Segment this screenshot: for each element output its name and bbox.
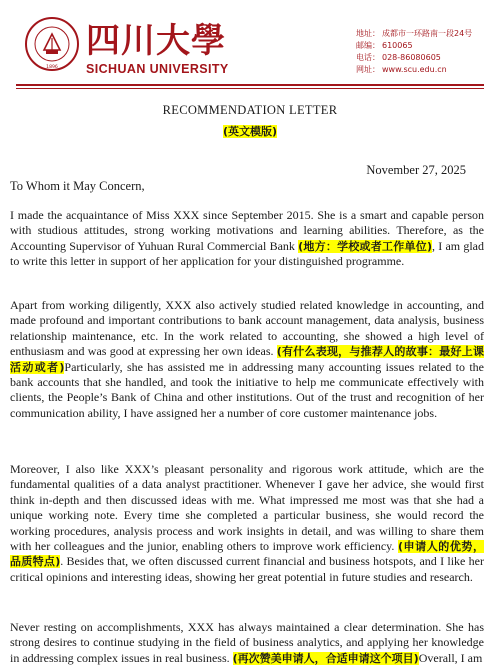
- letter-subtitle: (英文模版): [222, 125, 278, 138]
- paragraph-4: Never resting on accomplishments, XXX has always maintained a clear determination. She has strong desires to continue studying in the field of business analytics, and applying her knowledge in addressing complex issues in real business. (再次赞美申请人，合适申请这个项目)Overall, I am: [10, 620, 484, 665]
- university-seal-icon: [24, 16, 80, 72]
- contact-postcode: 邮编： 610065: [356, 41, 413, 50]
- university-name-cn: 四川大學: [86, 21, 226, 61]
- university-name-en: SICHUAN UNIVERSITY: [86, 62, 229, 76]
- header-divider: [16, 84, 484, 86]
- paragraph-3: Moreover, I also like XXX’s pleasant personality and rigorous work attitude, which are the fundamental qualities of a data analyst practitioner. Whenever I gave her advice, she would first think in-depth and then discussed ideas with me. What impressed me most was that she had a unique working note. Every time she completed a particular business, she would record the working procedures, analysis process and work insights in detail, and was willing to share them with her colleagues and the junior, enabling others to improve work efficiency. (申请人的优势，品质特点). Besides that, we often discussed current financial and business hotspots, and I like her critical opinions and interesting ideas, showing her great potential in future studies and research.: [10, 462, 484, 584]
- note-3: (申请人的优势，品质特点): [10, 540, 484, 569]
- header-divider-thin: [16, 88, 484, 89]
- paragraph-1: I made the acquaintance of Miss XXX since September 2015. She is a smart and capable person with studious attitudes, strong working motivations and learning abilities. Therefore, as the Accounting Supervisor of Yuhuan Rural Commercial Bank (地方：学校或者工作单位), I am glad to write this letter in support of her application for your distinguished programme.: [10, 208, 484, 269]
- note-1: (地方：学校或者工作单位): [298, 239, 432, 253]
- letterhead: [0, 0, 500, 92]
- contact-phone: 电话： 028-86080605: [356, 53, 441, 62]
- paragraph-2: Apart from working diligently, XXX also actively studied related knowledge in accounting, and made profound and important contributions to bank account management, data analysis, business relationship maintenance, etc. In the work related to accounting, she showed a high level of enthusiasm and was good at expressing her own ideas. (有什么表现，与推荐人的故事：最好上课活动或者)Particularly, she has assisted me in addressing many accounting issues related to the bank accounts that she handled, and took the initiative to help me communicate effectively with clients, the People’s Bank of China and other institutions. Out of the trust and recognition of her communication ability, I have assigned her a number of core customer maintenance jobs.: [10, 298, 485, 420]
- contact-address: 地址： 成都市一环路南一段24号: [356, 29, 473, 38]
- note-2: (有什么表现，与推荐人的故事：最好上课活动或者): [10, 345, 485, 374]
- contact-website: 网址： www.scu.edu.cn: [356, 65, 447, 74]
- letter-title: RECOMMENDATION LETTER: [162, 103, 338, 117]
- svg-text:1896: 1896: [46, 65, 58, 70]
- note-4: (再次赞美申请人，合适申请这个项目): [232, 651, 419, 665]
- contact-block: [356, 28, 472, 76]
- letter-date: November 27, 2025: [366, 163, 466, 177]
- letter-greeting: To Whom it May Concern,: [10, 179, 145, 193]
